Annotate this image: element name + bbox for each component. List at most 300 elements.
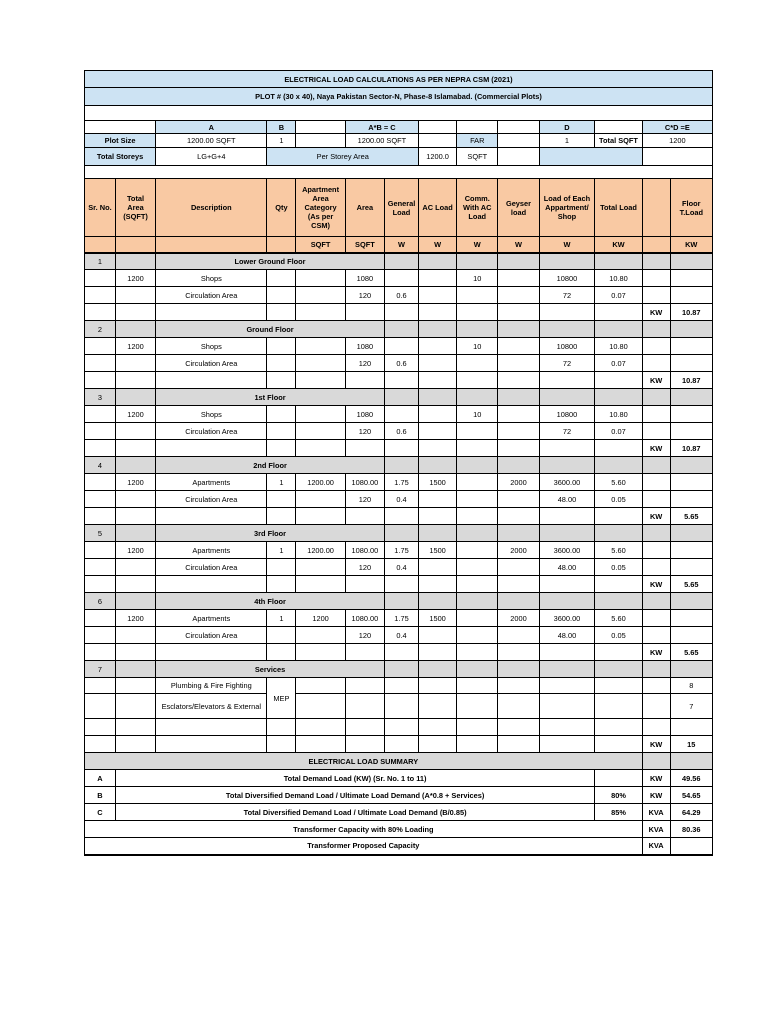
description: Shops [156,406,267,423]
cell [457,678,498,694]
cell [384,457,418,474]
summary-key: C [85,804,116,821]
cell [115,678,155,694]
ac-load [419,406,457,423]
unit-comm: W [457,237,498,253]
total-area [115,287,155,304]
load-each: 3600.00 [539,474,595,491]
cell [670,457,712,474]
geyser-load [498,338,539,355]
description: Circulation Area [156,491,267,508]
cell [498,661,539,678]
cell [457,736,498,753]
cell [85,355,116,372]
cell [539,525,595,542]
qty [267,338,296,355]
cell [115,593,155,610]
cell [296,576,345,593]
cell [419,372,457,389]
load-each: 72 [539,355,595,372]
table-row [85,593,713,610]
total-load: 0.05 [595,559,642,576]
cell [85,270,116,287]
cell [595,678,642,694]
cell [115,694,155,719]
transformer-capacity-value: 80.36 [670,821,712,838]
cell [539,661,595,678]
cell [539,148,642,166]
table-row [85,610,713,627]
ac-load [419,270,457,287]
table-row [85,406,713,423]
cell [642,491,670,508]
cell [267,644,296,661]
cell [670,559,712,576]
description: Apartments [156,474,267,491]
table-row [85,508,713,525]
cell [156,508,267,525]
cell [457,372,498,389]
cell [539,389,595,406]
transformer-section [85,821,713,855]
table-row [85,355,713,372]
unit-geyser: W [498,237,539,253]
cell [498,304,539,321]
total-load: 0.07 [595,423,642,440]
cell [595,508,642,525]
load-each: 3600.00 [539,610,595,627]
summary-unit: KW [642,770,670,787]
cell [498,134,539,148]
cell [498,321,539,338]
ac-load: 1500 [419,474,457,491]
geyser-load: 2000 [498,610,539,627]
total-sqft-value: 1200 [642,134,712,148]
table-row [85,576,713,593]
floor-total-unit: KW [642,440,670,457]
floor-title: Lower Ground Floor [156,253,385,270]
cell [670,355,712,372]
cell [156,372,267,389]
table-row [85,627,713,644]
general-load [384,270,418,287]
total-area: 1200 [115,542,155,559]
total-load: 0.07 [595,287,642,304]
floor-sr: 4 [85,457,116,474]
cell [115,736,155,753]
geyser-load: 2000 [498,542,539,559]
plot-size-value: 1200.00 SQFT [156,134,267,148]
table-row [85,542,713,559]
comm-load [457,610,498,627]
cell [498,440,539,457]
cell [595,661,642,678]
cell [345,508,384,525]
unit-apt-cat: SQFT [296,237,345,253]
qty: 1 [267,474,296,491]
header-load-each: Load of Each Appartment/ Shop [539,179,595,237]
cell [498,576,539,593]
cell [642,148,712,166]
cell [267,576,296,593]
apartment-category [296,287,345,304]
ac-load [419,287,457,304]
cell [419,694,457,719]
comm-load [457,355,498,372]
cell [457,593,498,610]
cell [642,593,670,610]
unit-total-load: KW [595,237,642,253]
cell [539,372,595,389]
unit-blank [642,237,670,253]
cell [498,389,539,406]
header-total-area: Total Area (SQFT) [115,179,155,237]
general-load: 0.6 [384,355,418,372]
cell [642,753,670,770]
spacer-row [85,166,713,179]
floor-sr: 1 [85,253,116,270]
summary-percent: 80% [595,787,642,804]
area: 120 [345,627,384,644]
cell [85,559,116,576]
load-each: 48.00 [539,491,595,508]
d-value: 1 [539,134,595,148]
cell [296,694,345,719]
cell [156,644,267,661]
cell [498,508,539,525]
cell [642,694,670,719]
cell [498,644,539,661]
total-area [115,627,155,644]
cell [384,576,418,593]
cell [419,678,457,694]
cell [642,355,670,372]
services-total-unit: KW [642,736,670,753]
general-load: 0.4 [384,559,418,576]
qty [267,270,296,287]
cell [85,736,116,753]
cell [642,525,670,542]
per-storey-unit: SQFT [457,148,498,166]
load-each: 72 [539,287,595,304]
cell [419,525,457,542]
transformer-proposed-value [670,838,712,855]
letter-a: A [156,121,267,134]
cell [85,423,116,440]
cell [670,525,712,542]
header-comm-load: Comm. With AC Load [457,179,498,237]
cell [595,253,642,270]
floor-sections [85,253,713,661]
cell [642,542,670,559]
cell [498,678,539,694]
table-row [85,474,713,491]
floor-sr: 5 [85,525,116,542]
letter-cde: C*D =E [642,121,712,134]
comm-load [457,559,498,576]
description: Apartments [156,542,267,559]
cell [642,270,670,287]
cell [642,610,670,627]
cell [384,593,418,610]
cell [457,508,498,525]
cell [345,440,384,457]
apartment-category [296,627,345,644]
plot-description: PLOT # (30 x 40), Naya Pakistan Sector-N, Phase-8 Islamabad. (Commercial Plots) [85,88,713,106]
unit-area: SQFT [345,237,384,253]
floor-total: 10.87 [670,304,712,321]
ac-load [419,423,457,440]
floor-title: Ground Floor [156,321,385,338]
summary-unit: KVA [642,804,670,821]
apartment-category [296,270,345,287]
comm-load [457,491,498,508]
total-area: 1200 [115,338,155,355]
cell [419,644,457,661]
cell [642,338,670,355]
unit-floor: KW [670,237,712,253]
cell [539,304,595,321]
cell [156,719,267,736]
cell [267,440,296,457]
table-row [85,270,713,287]
summary-title: ELECTRICAL LOAD SUMMARY [85,753,643,770]
table-row [85,338,713,355]
far-label: FAR [457,134,498,148]
cell [642,457,670,474]
cell [156,576,267,593]
area: 1080.00 [345,610,384,627]
cell [85,719,116,736]
cell [115,372,155,389]
cell [457,440,498,457]
cell [419,304,457,321]
cell [457,661,498,678]
comm-load [457,627,498,644]
total-load: 5.60 [595,610,642,627]
total-load: 5.60 [595,542,642,559]
table-row [85,440,713,457]
cell [419,440,457,457]
services-total: 15 [670,736,712,753]
geyser-load [498,491,539,508]
cell [345,694,384,719]
summary-percent [595,770,642,787]
geyser-load [498,287,539,304]
comm-load: 10 [457,338,498,355]
geyser-load [498,270,539,287]
area: 120 [345,491,384,508]
ac-load [419,355,457,372]
geyser-load [498,355,539,372]
total-load: 0.07 [595,355,642,372]
qty [267,406,296,423]
service-item-plumbing-value: 8 [670,678,712,694]
cell [384,644,418,661]
qty [267,423,296,440]
cell [384,440,418,457]
description: Circulation Area [156,287,267,304]
cell [595,644,642,661]
floor-title: 1st Floor [156,389,385,406]
spacer-row [85,106,713,121]
cell [115,389,155,406]
cell [419,576,457,593]
general-load: 0.4 [384,491,418,508]
description: Shops [156,270,267,287]
cell [384,661,418,678]
cell [85,440,116,457]
cell [85,121,156,134]
summary-key: B [85,787,116,804]
sheet-title: ELECTRICAL LOAD CALCULATIONS AS PER NEPRA CSM (2021) [85,71,713,88]
total-load: 10.80 [595,338,642,355]
cell [384,321,418,338]
transformer-capacity-unit: KVA [642,821,670,838]
cell [539,321,595,338]
summary-value: 54.65 [670,787,712,804]
cell [498,253,539,270]
load-each: 10800 [539,270,595,287]
header-general-load: General Load [384,179,418,237]
cell [670,287,712,304]
cell [85,338,116,355]
cell [85,576,116,593]
cell [267,372,296,389]
ac-load [419,627,457,644]
cell [595,121,642,134]
cell [642,406,670,423]
header-ac-load: AC Load [419,179,457,237]
cell [296,508,345,525]
cell [457,457,498,474]
cell [539,593,595,610]
floor-total-unit: KW [642,508,670,525]
cell [85,627,116,644]
apartment-category: 1200.00 [296,474,345,491]
cell [85,474,116,491]
floor-title: 4th Floor [156,593,385,610]
cell [85,304,116,321]
floor-total: 5.65 [670,644,712,661]
table-row [85,770,713,787]
load-calculation-table [84,70,713,856]
comm-load [457,287,498,304]
area: 120 [345,355,384,372]
cell [595,719,642,736]
table-row [85,457,713,474]
cell [539,457,595,474]
description: Circulation Area [156,423,267,440]
apartment-category [296,406,345,423]
general-load: 1.75 [384,542,418,559]
cell [595,321,642,338]
cell [115,525,155,542]
cell [384,372,418,389]
cell [642,678,670,694]
load-each: 10800 [539,338,595,355]
apartment-category [296,355,345,372]
table-row [85,559,713,576]
cell [115,661,155,678]
service-mep: MEP [267,678,296,719]
summary-key: A [85,770,116,787]
cell [156,736,267,753]
c-value: 1200.00 SQFT [345,134,418,148]
cell [384,678,418,694]
cell [539,508,595,525]
cell [539,694,595,719]
cell [296,719,345,736]
total-area: 1200 [115,474,155,491]
floor-total-unit: KW [642,644,670,661]
cell [156,440,267,457]
floor-sr: 6 [85,593,116,610]
general-load: 0.6 [384,287,418,304]
floor-total: 10.87 [670,440,712,457]
table-row [85,644,713,661]
floor-total-unit: KW [642,576,670,593]
cell [670,474,712,491]
cell [296,678,345,694]
cell [457,719,498,736]
cell [595,304,642,321]
cell [670,491,712,508]
qty: 1 [267,610,296,627]
qty [267,491,296,508]
apartment-category: 1200 [296,610,345,627]
cell [267,736,296,753]
cell [595,694,642,719]
cell [345,736,384,753]
cell [115,457,155,474]
cell [457,389,498,406]
floor-title: 2nd Floor [156,457,385,474]
floor-sr: 2 [85,321,116,338]
cell [115,508,155,525]
general-load [384,338,418,355]
cell [670,661,712,678]
total-area [115,423,155,440]
plot-size-label: Plot Size [85,134,156,148]
cell [115,321,155,338]
cell [384,508,418,525]
unit-general: W [384,237,418,253]
ac-load: 1500 [419,542,457,559]
load-calculation-sheet [84,70,713,856]
cell [85,694,116,719]
qty [267,287,296,304]
cell [498,121,539,134]
cell [642,287,670,304]
cell [384,525,418,542]
cell [457,694,498,719]
b-value: 1 [267,134,296,148]
cell [457,304,498,321]
header-area: Area [345,179,384,237]
header-geyser-load: Geyser load [498,179,539,237]
general-load: 0.6 [384,423,418,440]
cell [498,457,539,474]
table-row [85,287,713,304]
cell [670,406,712,423]
cell [670,389,712,406]
cell [642,719,670,736]
cell [85,542,116,559]
transformer-proposed-unit: KVA [642,838,670,855]
apartment-category: 1200.00 [296,542,345,559]
comm-load: 10 [457,406,498,423]
